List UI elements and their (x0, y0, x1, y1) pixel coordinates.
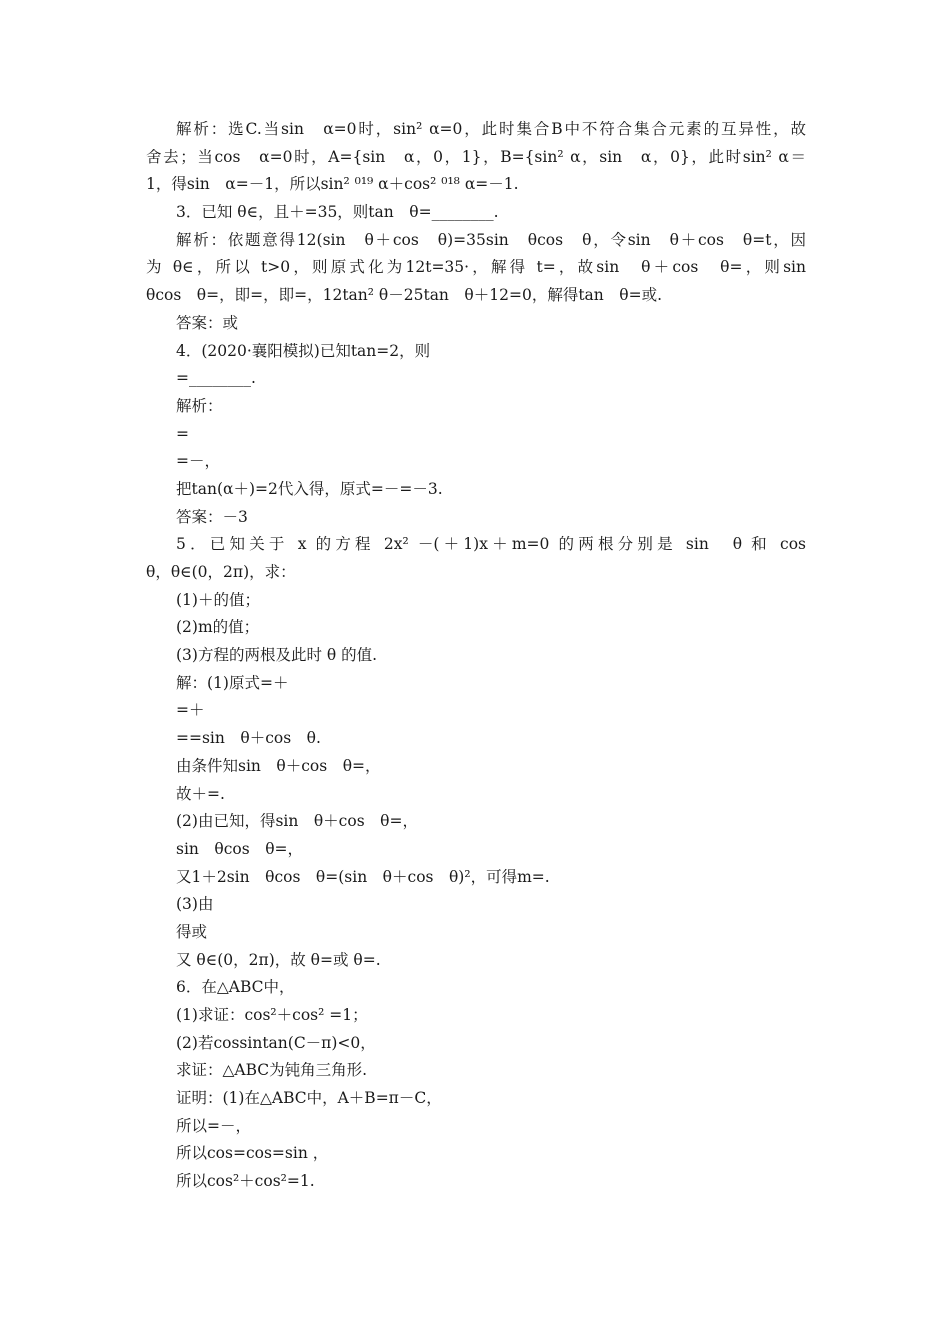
text-line: 所以cos=cos=sin ， (176, 1144, 329, 1163)
text-line: 又1＋2sin θcos θ=(sin θ＋cos θ)²，可得m=. (176, 867, 550, 886)
text-line: 由条件知sin θ＋cos θ=， (176, 756, 381, 775)
text-line: 答案：或 (176, 313, 239, 332)
text-line: =________. (176, 369, 256, 388)
text-line: 又 θ∈(0，2π)，故 θ=或 θ=. (176, 950, 381, 969)
text-line: 所以cos²＋cos²=1. (176, 1172, 315, 1191)
text-line: 把tan(α＋)=2代入得，原式=－=－3. (176, 479, 443, 498)
text-line: 为 θ∈，所以 t>0，则原式化为12t=35·，解得 t=，故sin θ＋cos θ=，则sin (146, 258, 806, 277)
text-line: 求证：△ABC为钝角三角形. (176, 1061, 368, 1080)
text-line: 5．已知关于 x 的方程 2x² －(＋1)x＋m=0 的两根分别是 sin θ 和 cos (176, 535, 806, 554)
text-line: = (176, 424, 189, 443)
text-line: (1)＋的值； (176, 590, 260, 609)
text-line: 故＋=. (176, 784, 225, 803)
text-line: 4．(2020·襄阳模拟)已知tan=2，则 (176, 341, 431, 360)
text-line: 解析：依题意得12(sin θ＋cos θ)=35sin θcos θ，令sin θ＋cos θ=t，因 (176, 230, 806, 249)
text-line: 舍去；当cos α=0时，A={sin α，0，1}，B={sin² α，sin α，0}，此时sin² α＝ (146, 147, 806, 166)
document-body (146, 116, 806, 1196)
text-line: 解析： (176, 396, 223, 415)
text-line: (2)若cossintan(C－π)<0， (176, 1033, 376, 1052)
text-line: 证明：(1)在△ABC中，A＋B=π－C， (176, 1089, 442, 1108)
text-line: (3)由 (176, 895, 214, 914)
text-line: 所以=－， (176, 1116, 251, 1135)
text-line: 解析：选C.当sin α=0时，sin² α=0，此时集合B中不符合集合元素的互异性，故 (176, 120, 806, 138)
text-line: (2)m的值； (176, 618, 260, 637)
text-line: 答案：－3 (176, 507, 248, 526)
text-line: ==sin θ＋cos θ. (176, 729, 321, 748)
text-line: (2)由已知，得sin θ＋cos θ=， (176, 812, 418, 831)
text-line: sin θcos θ=， (176, 839, 304, 858)
text-line: θ，θ∈(0，2π)，求： (146, 563, 296, 581)
text-line: 6．在△ABC中， (176, 978, 295, 997)
text-line: 得或 (176, 922, 208, 941)
text-line: 1，得sin α=－1，所以sin² ⁰¹⁹ α＋cos² ⁰¹⁸ α=－1. (146, 175, 519, 194)
text-line: (1)求证：cos²＋cos² =1； (176, 1006, 368, 1024)
text-line: =＋ (176, 701, 205, 720)
text-line: =－， (176, 452, 220, 471)
text-line: θcos θ=，即=，即=，12tan² θ－25tan θ＋12=0，解得tan θ=或. (146, 286, 663, 305)
text-line: 解：(1)原式=＋ (176, 673, 289, 692)
text-line: 3．已知 θ∈，且＋=35，则tan θ=________. (176, 203, 499, 222)
text-line: (3)方程的两根及此时 θ 的值. (176, 646, 378, 665)
